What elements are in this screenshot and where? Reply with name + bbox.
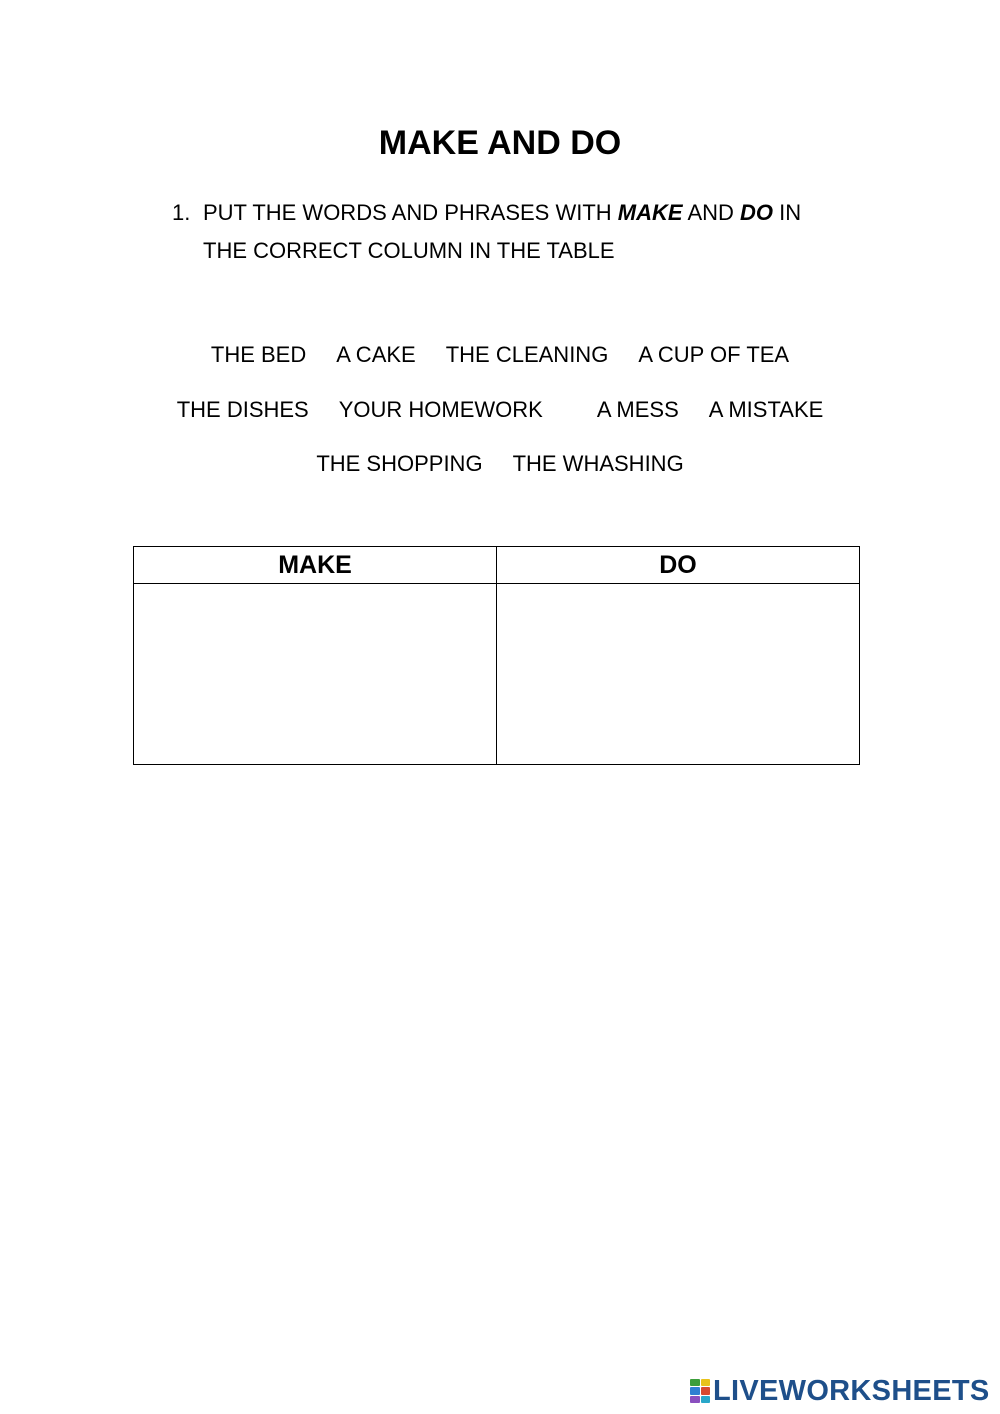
do-answer-cell[interactable] — [497, 584, 860, 765]
word-item: THE SHOPPING — [316, 451, 483, 476]
column-header-make: MAKE — [134, 547, 497, 584]
word-bank-line-1 — [0, 342, 1000, 368]
word-item: A MESS — [596, 397, 679, 422]
instruction-make: MAKE — [617, 200, 683, 225]
word-item: THE DISHES — [176, 397, 309, 422]
instruction-number: 1. — [172, 200, 191, 225]
instruction — [172, 194, 852, 270]
logo-square — [690, 1387, 700, 1394]
page-title: MAKE AND DO — [378, 124, 622, 162]
instruction-part2: IN — [773, 200, 802, 225]
logo-square — [690, 1379, 700, 1386]
logo-square — [701, 1387, 711, 1394]
column-header-do: DO — [497, 547, 860, 584]
word-item: THE CLEANING — [445, 342, 609, 367]
word-item: THE BED — [210, 342, 307, 367]
word-item: A CAKE — [336, 342, 416, 367]
logo-square — [701, 1396, 711, 1403]
answer-table — [133, 546, 860, 765]
instruction-line2: THE CORRECT COLUMN IN THE TABLE — [203, 238, 615, 263]
logo-square — [690, 1396, 700, 1403]
instruction-text — [203, 194, 852, 270]
table-row — [134, 584, 860, 765]
table-header-row — [134, 547, 860, 584]
make-answer-cell[interactable] — [134, 584, 497, 765]
instruction-and: AND — [682, 200, 741, 225]
word-item: A CUP OF TEA — [638, 342, 790, 367]
logo-square — [701, 1379, 711, 1386]
word-item: A MISTAKE — [708, 397, 824, 422]
instruction-do: DO — [740, 200, 774, 225]
liveworksheets-logo[interactable] — [690, 1374, 990, 1408]
word-item: THE WHASHING — [512, 451, 684, 476]
word-bank-line-2 — [0, 397, 1000, 423]
liveworksheets-logo-icon — [690, 1379, 710, 1403]
instruction-part1: PUT THE WORDS AND PHRASES WITH — [203, 200, 618, 225]
logo-text: LIVEWORKSHEETS — [713, 1374, 990, 1407]
word-bank-line-3 — [0, 451, 1000, 477]
word-item: YOUR HOMEWORK — [338, 397, 543, 422]
